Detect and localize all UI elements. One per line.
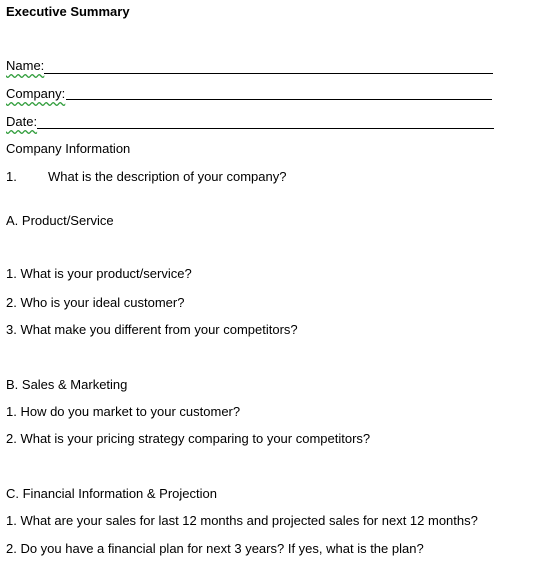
company-info-heading: Company Information <box>6 141 131 156</box>
document-title: Executive Summary <box>6 4 130 19</box>
list-item: 2. What is your pricing strategy comparing to your competitors? <box>6 431 371 446</box>
list-item: 2. Who is your ideal customer? <box>6 295 185 310</box>
name-field <box>6 58 44 74</box>
section-heading-sales-marketing: B. Sales & Marketing <box>6 377 128 392</box>
list-item: 3. What make you different from your competitors? <box>6 322 298 337</box>
date-label: Date: <box>6 114 38 129</box>
section-heading-product-service: A. Product/Service <box>6 213 114 228</box>
company-underline[interactable] <box>66 99 492 100</box>
list-item: 1. What are your sales for last 12 months and projected sales for next 12 months? <box>6 513 478 528</box>
company-info-item <box>6 169 286 185</box>
name-underline[interactable] <box>44 73 493 74</box>
list-item: 2. Do you have a financial plan for next 3 years? If yes, what is the plan? <box>6 541 424 556</box>
company-info-item-number: 1. <box>6 169 17 184</box>
section-heading-financial: C. Financial Information & Projection <box>6 486 217 501</box>
company-field <box>6 86 65 102</box>
date-field <box>6 114 37 130</box>
name-label: Name: <box>6 58 45 73</box>
company-label: Company: <box>6 86 66 101</box>
list-item: 1. What is your product/service? <box>6 266 192 281</box>
list-item: 1. How do you market to your customer? <box>6 404 241 419</box>
company-info-item-text: What is the description of your company? <box>48 169 287 184</box>
date-underline[interactable] <box>37 128 494 129</box>
